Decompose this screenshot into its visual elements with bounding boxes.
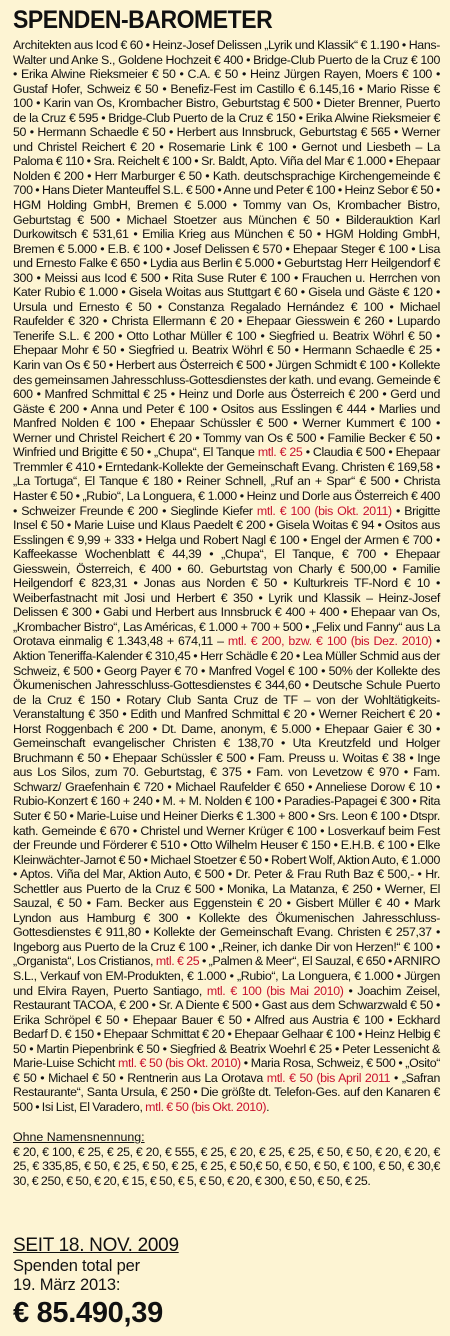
donation-text: • Aktion Teneriffa-Kalender € 310,45 • Herr Schädle € 20 • Lea Müller Schmid aus der Schweiz, € 500 • Georg Payer € 70 • Manfred Vogel € 100 • 50% der Kollekte des Ökumenischen Jahresschluss-Gottesdienstes € 344,60 • Deutsche Schule Puerto de la Cruz € 150 • Rotary Club Santa Cruz de TF – von der Wohltätigkeits-Veranstaltung € 350 • Edith und Manfred Schmittal € 20 • Werner Reichert € 20 • Horst Roggenbach € 200 • Dt. Dame, anonym, € 5.000 • Ehepaar Gaier € 30 • Gemeinschaft evangelischer Christen € 138,70 • Uta Kreutzfeld und Holger Bruchmann € 50 • Ehepaar Schüssler € 500 • Fam. Preuss u. Woitas € 38 • Inge aus Los Silos, zum 70. Geburtstag, € 375 • Fam. von Levetzow € 970 • Fam. Schwarz/ Graefenhain € 720 • Michael Raufelder € 650 • Anneliese Dorow € 10 • Rubio-Konzert € 160 + 240 • M. + M. Nolden € 100 • Paradies-Papagei € 300 • Rita Suter € 50 • Marie-Luise und Heiner Dierks € 1.300 + 800 • Srs. Leon € 100 • Dtspr. kath. Gemeinde € 670 • Christel und Werner Krüger € 100 • Losverkauf beim Fest der Freunde und Förderer € 510 • Otto Wilhelm Heuser € 150 • E.H.B. € 100 • Elke Kleinwächter-Jarnot € 50 • Michael Stoetzer € 50 • Robert Wolf, Aktion Auto, € 1.000 • Aptos. Viña del Mar, Aktion Auto, € 500 • Dr. Peter & Frau Ruth Baz € 500,- • Hr. Schettler aus Puerto de la Cruz € 500 • Monika, La Matanza, € 250 • Werner, El Sauzal, € 50 • Fam. Becker aus Eggenstein € 20 • Gisbert Müller € 40 • Mark Lyndon aus Hamburg € 300 • Kollekte des Ökumenischen Jahresschluss-Gottesdienstes € 911,80 • Kollekte der Gemeinschaft Evang. Christen € 257,37 • Ingeborg aus Puerto de la Cruz € 100 • „Reiner, ich danke Dir von Herzen!“ € 100 • „Organista“, Los Cristianos, (13, 634, 440, 969)
monthly-note: mtl. € 25 (155, 954, 200, 969)
donation-text: • Claudia € 500 • Ehepaar Tremmler € 410 • Erntedank-Kollekte der Gemeinschaft Evang. Christen € 169,58 • „La Tortuga“, El Tanque € 180 • Reiner Schnell, „Ruf an + Spar“ € 500 • Christa Haster € 50 • „Rubio“, La Longuera, € 1.000 • Heinz und Dorle aus Österreich € 400 • Schweizer Freunde € 200 • Sieglinde Kiefer (13, 445, 440, 518)
since-date: SEIT 18. NOV. 2009 (13, 1235, 179, 1257)
donation-text: Architekten aus Icod € 60 • Heinz-Josef Delissen „Lyrik und Klassik“ € 1.190 • Hans-Walter und Anke S., Goldene Hochzeit € 400 • Bridge-Club Puerto de la Cruz € 100 • Erika Alwine Rieksmeier € 50 • C.A. € 50 • Heinz Jürgen Rayen, Moers € 100 • Gustaf Hofer, Schweiz € 50 • Benefiz-Fest im Castillo € 6.145,16 • Mario Risse € 100 • Karin van Os, Krombacher Bistro, Geburtstag € 500 • Dieter Brenner, Puerto de la Cruz € 595 • Bridge-Club Puerto de la Cruz € 150 • Erika Alwine Rieksmeier € 50 • Hermann Schaedle € 50 • Herbert aus Innsbruck, Geburtstag € 565 • Werner und Christel Reichert € 20 • Rosemarie Link € 100 • Gernot und Liesbeth – La Paloma € 110 • Sra. Reichelt € 100 • Sr. Baldt, Apto. Viña del Mar € 1.000 • Ehepaar Nolden € 200 • Herr Marburger € 50 • Kath. deutschsprachige Kirchengemeinde € 700 • Hans Dieter Manteuffel S.L. € 500 • Anne und Peter € 100 • Heinz Sebor € 50 • HGM Holding GmbH, Bremen € 5.000 • Tommy van Os, Krombacher Bistro, Geburtstag € 500 • Michael Stoetzer aus München € 50 • Bilderauktion Karl Durkowitsch € 531,61 • Emilia Krieg aus München € 50 • HGM Holding GmbH, Bremen € 5.000 • E.B. € 100 • Josef Delissen € 570 • Ehepaar Steger € 100 • Lisa und Ernesto Falke € 650 • Lydia aus Berlin € 5.000 • Geburtstag Herr Heilgendorf € 300 • Meissi aus Icod € 500 • Rita Suse Ruter € 100 • Frauchen u. Herrchen von Kater Rubio € 1.000 • Gisela Woitas aus Stuttgart € 60 • Gisela und Gäste € 120 • Ursula und Ernesto € 50 • Constanza Regalado Hernández € 100 • Michael Raufelder € 320 • Christa Ellermann € 20 • Ehepaar Giesswein € 260 • Lupardo Tenerife S.L. € 200 • Otto Lothar Müller € 100 • Siegfried u. Beatrix Wöhrl € 50 • Ehepaar Mohr € 50 • Siegfried u. Beatrix Wöhrl € 50 • Hermann Schaedle € 25 • Karin van Os € 50 • Herbert aus Österreich € 500 • Jürgen Schmidt € 100 • Kollekte des gemeinsamen Jahresschluss-Gottesdienstes der kath. und evang. Gemeinde € 600 • Manfred Schmittal € 25 • Heinz und Dorle aus Österreich € 200 • Gerd und Gäste € 200 • Anna und Peter € 100 • Ositos aus Esslingen € 444 • Marlies und Manfred Nolden € 100 • Ehepaar Schüssler € 500 • Werner Kummert € 100 • Werner und Christel Reichert € 20 • Tommy van Os € 500 • Familie Becker € 50 • Winfried und Brigitte € 50 • „Chupa“, El Tanque (13, 38, 440, 460)
anonymous-heading: Ohne Namensnennung: (13, 1130, 145, 1145)
donation-list (13, 38, 440, 1114)
donation-text: . (266, 1099, 270, 1114)
total-label-line2: 19. März 2013: (13, 1276, 121, 1295)
anonymous-list: € 20, € 100, € 25, € 25, € 20, € 555, € 25, € 20, € 25, € 25, € 50, € 50, € 20, € 20, € 25, € 335,85, € 50, € 25, € 50, € 25, € 25, € 50,€ 50, € 50, € 50, € 100, € 50, € 30,€ 30, € 250, € 50, € 20, € 15, € 50, € 5, € 50, € 20, € 300, € 50, € 50, € 25. (13, 1144, 440, 1188)
monthly-note: mtl. € 25 (257, 445, 303, 460)
monthly-note: mtl. € 50 (bis Okt. 2010) (145, 1099, 267, 1114)
donation-text: • Maria Rosa, Schweiz, € 500 • „Osito“ € 50 • Michael € 50 • Rentnerin aus La Orotava (13, 1056, 441, 1085)
donation-text: • Joachim Zeisel, Restaurant TACOA, € 200 • Sr. A Diente € 500 • Gast aus dem Schwarzwald € 50 • Erika Schröpel € 50 • Ehepaar Bauer € 50 • Alfred aus Austria € 100 • Eckhard Bedarf D. € 150 • Ehepaar Schmittat € 20 • Ehepaar Gelhaar € 100 • Heinz Helbig € 50 • Martin Piepenbrink € 50 • Siegfried & Beatrix Woehrl € 25 • Peter Lessenicht & Marie-Luise Schicht (13, 983, 441, 1071)
total-label-line1: Spenden total per (13, 1257, 140, 1276)
monthly-note: mtl. € 200, bzw. € 100 (bis Dez. 2010) (227, 634, 432, 649)
monthly-note: mtl. € 50 (bis April 2011 (266, 1070, 391, 1085)
donation-text: • „Palmen & Meer“, El Sauzal, € 650 • ARNIRO S.L., Verkauf von EM-Produkten, € 1.000 • „Rubio“, La Longuera, € 1.000 • Jürgen und Elvira Rayen, Puerto Santiago, (13, 954, 440, 998)
monthly-note: mtl. € 100 (bis Mai 2010) (206, 983, 344, 998)
monthly-note: mtl. € 50 (bis Okt. 2010) (118, 1056, 241, 1071)
total-amount: € 85.490,39 (13, 1297, 163, 1330)
monthly-note: mtl. € 100 (bis Okt. 2011) (256, 503, 392, 518)
donation-text: • „Safran Restaurante“, Santa Ursula, € 250 • Die größte dt. Telefon-Ges. auf den Kanaren € 500 • Isi List, El Varadero, (13, 1070, 441, 1114)
page-title: SPENDEN-BAROMETER (13, 6, 273, 34)
donation-text: • Brigitte Insel € 50 • Marie Luise und Klaus Paedelt € 200 • Gisela Woitas € 94 • Ositos aus Esslingen € 9,99 + 333 • Helga und Robert Nagl € 100 • Engel der Armen € 700 • Kaffeekasse Wochenblatt € 44,39 • „Chupa“, El Tanque, € 700 • Ehepaar Giesswein, Österreich, € 400 • 60. Geburtstag von Charly € 500,00 • Familie Heilgendorf € 823,31 • Jonas aus Norden € 50 • Kulturkreis TF-Nord € 10 • Weiberfastnacht mit Josi und Herbert € 350 • Lyrik und Klassik – Heinz-Josef Delissen € 300 • Gabi und Herbert aus Innsbruck € 400 + 400 • Ehepaar van Os, „Krombacher Bistro“, Las Américas, € 1.000 + 700 + 500 • „Felix und Fanny“ aus La Orotava einmalig € 1.343,48 + 674,11 – (13, 503, 441, 649)
